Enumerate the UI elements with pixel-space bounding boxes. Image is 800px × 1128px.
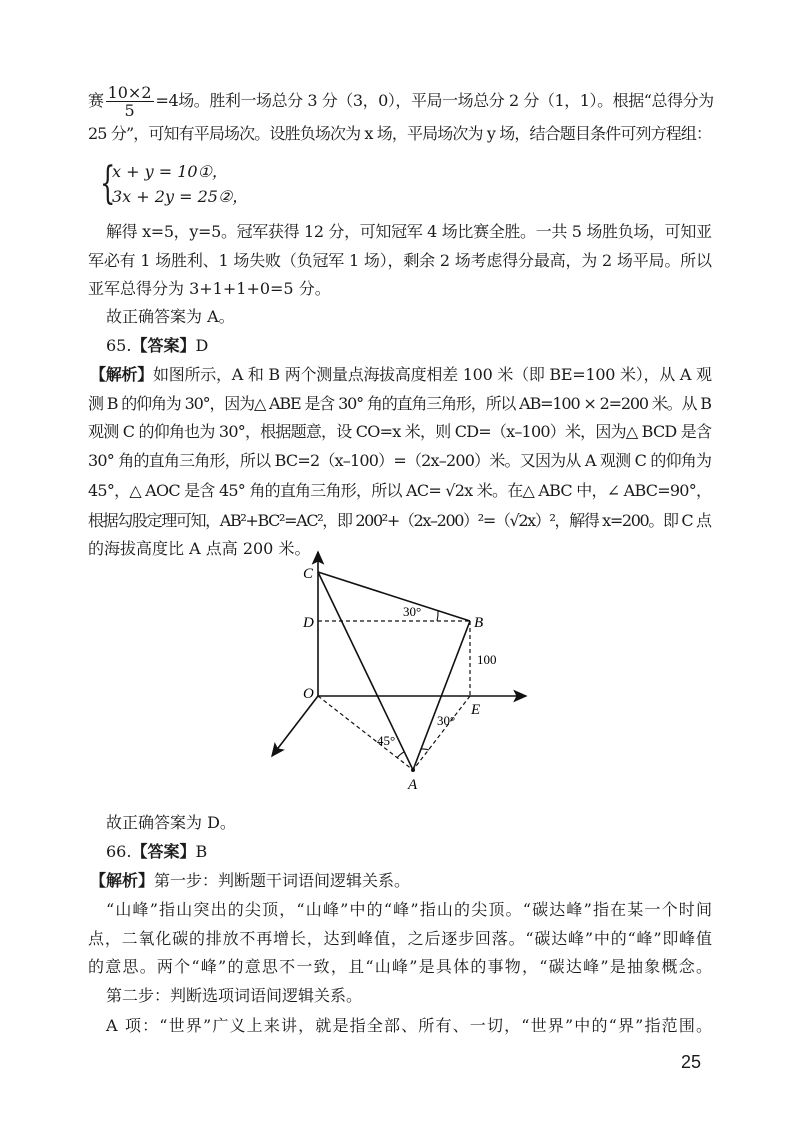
angle-arc-ao	[397, 752, 404, 758]
text-line: 根据勾股定理可知，AB²+BC²=AC²，即 200²+（2x–200）²=（√2x）²，解得 x=200。即 C 点	[88, 511, 711, 530]
analysis-label: 【解析】	[90, 871, 155, 890]
equation-1: x + y = 10①，	[112, 162, 228, 181]
angle-arc-b	[437, 611, 438, 621]
text-line: 测 B 的仰角为 30°，因为△ ABE 是含 30° 角的直角三角形，所以 AB=100 × 2=200 米。从 B	[88, 394, 711, 413]
text-fragment: 赛	[88, 91, 104, 110]
answer-label: 【答案】	[131, 336, 196, 355]
angle-label-45: 45°	[377, 733, 396, 748]
question-66-header	[106, 841, 712, 863]
text-line: 观测 C 的仰角也为 30°，根据题意，设 CO=x 米，则 CD=（x–100）米，因为△ BCD 是含	[88, 422, 712, 441]
angle-label-30-b: 30°	[403, 604, 422, 619]
text-line: 点，二氧化碳的排放不再增长，达到峰值，之后逐步回落。“碳达峰”中的“峰”即峰值	[88, 929, 713, 948]
text-line: 25 分”，可知有平局场次。设胜负场次为 x 场，平局场次为 y 场，结合题目条件可列方程组：	[88, 124, 712, 143]
segment-ea	[413, 696, 470, 770]
text-line: 军必有 1 场胜利、1 场失败（负冠军 1 场），剩余 2 场考虑得分最高，为 2 场平局。所以	[88, 251, 712, 270]
label-c: C	[303, 566, 314, 582]
fraction-numerator: 10×2	[107, 83, 152, 102]
answer-line: 故正确答案为 D。	[106, 813, 236, 832]
equation-brace: {	[100, 158, 116, 209]
text-fragment: 第一步：判断题干词语间逻辑关系。	[154, 871, 411, 890]
answer-line: 故正确答案为 A。	[106, 307, 235, 326]
page-number: 25	[681, 1052, 702, 1072]
point-a-dot	[411, 768, 415, 772]
text-line	[90, 870, 712, 892]
analysis-label: 【解析】	[90, 365, 153, 384]
label-a: A	[408, 777, 418, 793]
text-line: 30° 角的直角三角形，所以 BC=2（x–100）=（2x–200）米。又因为从 A 观测 C 的仰角为	[88, 451, 712, 470]
fraction-denominator: 5	[124, 101, 135, 120]
length-label-be: 100	[477, 652, 497, 667]
text-line: 45°，△ AOC 是含 45° 角的直角三角形，所以 AC= √2x 米。在△ ABC 中，∠ ABC=90°，	[88, 481, 712, 500]
label-o: O	[303, 686, 314, 702]
label-d: D	[303, 615, 314, 631]
segment-ca	[318, 572, 413, 770]
answer-value: D	[195, 336, 209, 355]
angle-arc-ae	[421, 749, 429, 750]
question-number: 66.	[106, 842, 132, 861]
label-e: E	[471, 702, 481, 718]
answer-label: 【答案】	[131, 842, 196, 861]
answer-value: B	[195, 842, 208, 861]
segment-oa	[318, 696, 413, 770]
text-line: A 项：“世界”广义上来讲，就是指全部、所有、一切，“世界”中的“界”指范围。	[106, 1016, 714, 1035]
text-line: 的意思。两个“峰”的意思不一致，且“山峰”是具体的事物，“碳达峰”是抽象概念。	[88, 957, 714, 976]
segment-cb	[318, 572, 470, 621]
text-fragment: =4场。胜利一场总分 3 分（3，0），平局一场总分 2 分（1，1）。根据“总得分为	[155, 91, 714, 110]
angle-label-30-a: 30°	[437, 713, 456, 728]
diagonal-axis	[272, 696, 318, 756]
text-line: 的海拔高度比 A 点高 200 米。	[88, 539, 311, 558]
text-line: 亚军总得分为 3+1+1+0=5 分。	[88, 279, 331, 298]
text-fragment: 如图所示，A 和 B 两个测量点海拔高度相差 100 米（即 BE=100 米），从 A 观	[152, 365, 712, 384]
equation-2: 3x + 2y = 25②，	[112, 187, 249, 206]
text-line: 解得 x=5，y=5。冠军获得 12 分，可知冠军 4 场比赛全胜。一共 5 场胜负场，可知亚	[106, 222, 712, 241]
text-line: 第二步：判断选项词语间逻辑关系。	[106, 986, 363, 1005]
text-line: “山峰”指山突出的尖顶，“山峰”中的“峰”指山的尖顶。“碳达峰”指在某一个时间	[106, 900, 714, 919]
question-number: 65.	[106, 336, 132, 355]
label-b: B	[474, 615, 484, 631]
